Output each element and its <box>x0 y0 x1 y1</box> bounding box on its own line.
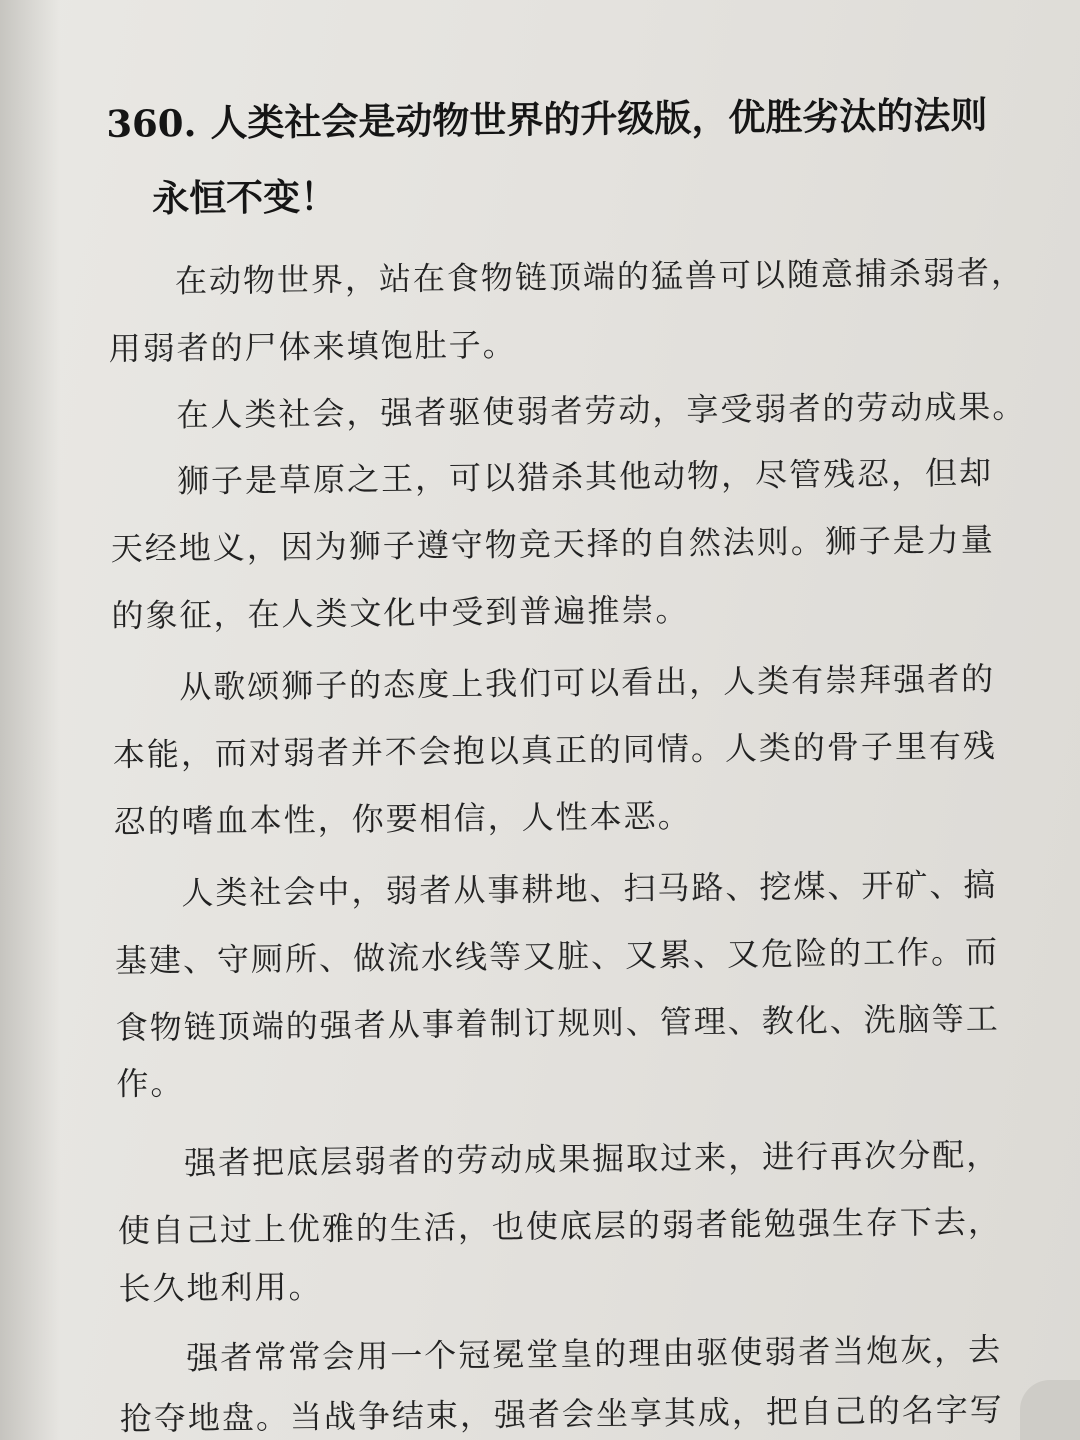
body-line-5: 天经地义，因为狮子遵守物竞天择的自然法则。狮子是力量 <box>110 520 995 568</box>
body-line-9: 忍的嗜血本性，你要相信，人性本恶。 <box>113 796 692 841</box>
body-line-4: 狮子是草原之王，可以猎杀其他动物，尽管残忍，但却 <box>176 453 994 501</box>
section-title-text: 人类社会是动物世界的升级版，优胜劣汰的法则 <box>210 93 988 145</box>
body-line-7: 从歌颂狮子的态度上我们可以看出，人类有崇拜强者的 <box>179 659 996 707</box>
body-line-2: 用弱者的尸体来填饱肚子。 <box>108 325 517 368</box>
body-line-17: 强者常常会用一个冠冕堂皇的理由驱使弱者当炮灰，去 <box>186 1330 1003 1378</box>
section-number: 360. <box>106 100 197 146</box>
body-line-6: 的象征，在人类文化中受到普遍推崇。 <box>111 590 690 635</box>
body-line-15: 使自己过上优雅的生活，也使底层的弱者能勉强生存下去， <box>117 1202 1003 1250</box>
body-line-10: 人类社会中，弱者从事耕地、扫马路、挖煤、开矿、搞 <box>181 865 998 913</box>
body-line-11: 基建、守厕所、做流水线等又脏、又累、又危险的工作。而 <box>114 932 1000 980</box>
body-line-3: 在人类社会，强者驱使弱者劳动，享受弱者的劳动成果。 <box>176 387 1027 435</box>
section-title-line-2: 永恒不变！ <box>151 175 338 221</box>
body-line-16: 长久地利用。 <box>118 1267 323 1308</box>
body-line-12: 食物链顶端的强者从事着制订规则、管理、教化、洗脑等工 <box>115 999 1000 1047</box>
body-line-1: 在动物世界，站在食物链顶端的猛兽可以随意捕杀弱者， <box>174 253 1026 301</box>
body-line-14: 强者把底层弱者的劳动成果掘取过来，进行再次分配， <box>183 1135 1001 1183</box>
corner-watermark <box>1020 1380 1080 1440</box>
section-title-line-1 <box>106 85 988 148</box>
body-line-13: 作。 <box>116 1064 185 1103</box>
body-line-18: 抢夺地盘。当战争结束，强者会坐享其成，把自己的名字写 <box>119 1390 1005 1438</box>
body-line-8: 本能，而对弱者并不会抱以真正的同情。人类的骨子里有残 <box>112 726 998 774</box>
